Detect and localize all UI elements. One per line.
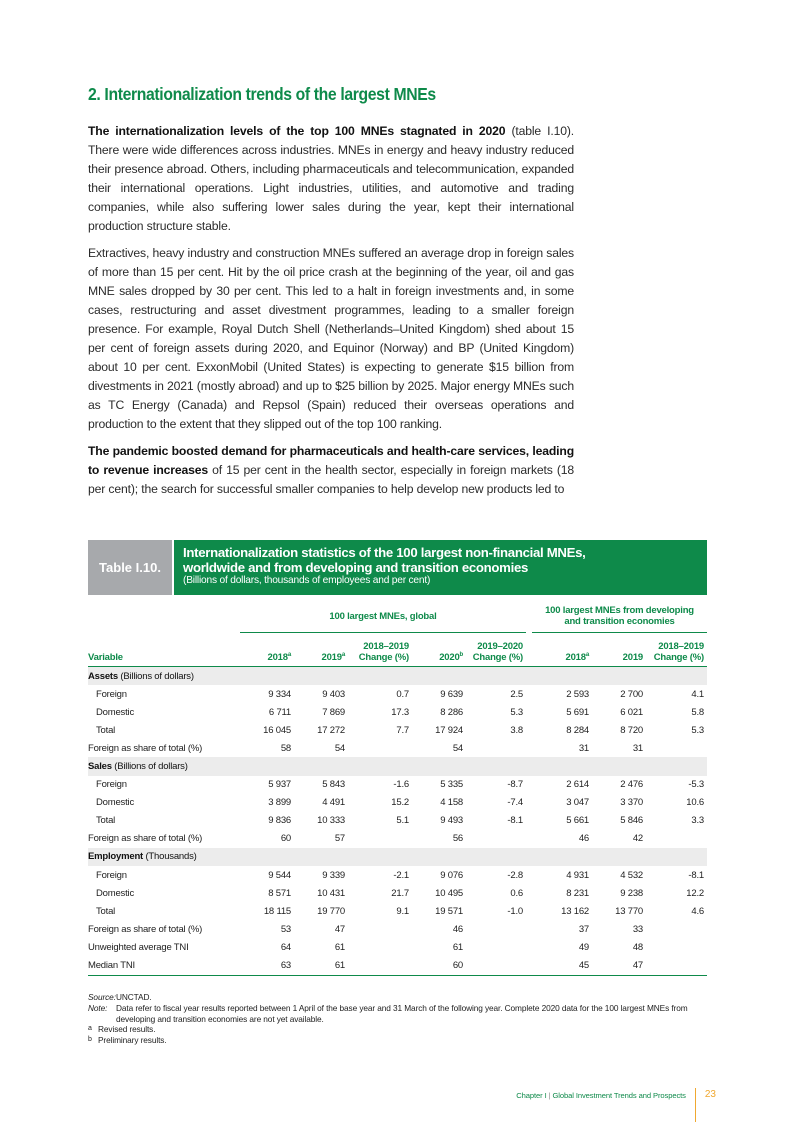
paragraph-1-body: (table I.10). There were wide differences across industries. MNEs in energy and heavy industry reduced their presence abroad. Others, including pharmaceuticals and telecommunication, expanded their international operations. Light industries, utilities, and automotive and trading companies, while also suffering lower sales during the year, kept their international production structure stable. <box>88 124 574 233</box>
body-text <box>88 122 574 507</box>
group-developing <box>532 600 707 633</box>
group-developing-line-2: and transition economies <box>564 616 675 627</box>
table-row: Foreign as share of total (%) 53 47 46 37 33 <box>88 923 643 935</box>
statistics-table <box>88 600 707 976</box>
note-general: Note: Data refer to fiscal year results reported between 1 April of the base year and 31 March of the following year. Complete 2020 data for the 100 largest MNEs from developing and transition economies are not yet available. <box>88 1002 688 1024</box>
table-title-box <box>172 540 707 595</box>
col-2018: 2018$^a$ <box>240 633 294 667</box>
category-sales: Sales (Billions of dollars) <box>88 757 707 775</box>
footer-divider <box>695 1088 696 1122</box>
column-header-row <box>88 633 707 667</box>
page-number: 23 <box>704 1089 716 1100</box>
col-change-2019-2020: 2019–2020 Change (%) <box>466 633 526 667</box>
footer-chapter: Chapter I | Global Investment Trends and Prospects <box>516 1091 686 1100</box>
col-dev-2018: 2018$^a$ <box>532 633 592 667</box>
table-subtitle: (Billions of dollars, thousands of employees and per cent) <box>183 575 431 586</box>
table-row: Domestic 3 899 4 491 15.2 4 158 -7.4 3 047 3 370 10.6 <box>96 797 704 809</box>
section-title: 2. Internationalization trends of the largest MNEs <box>88 84 436 104</box>
table-row: Total 9 836 10 333 5.1 9 493 -8.1 5 661 5 846 3.3 <box>96 815 704 827</box>
table-row: Total 16 045 17 272 7.7 17 924 3.8 8 284 8 720 5.3 <box>96 724 704 736</box>
table-label: Table I.10. <box>88 540 172 595</box>
page-footer <box>516 1088 716 1122</box>
col-dev-change: 2018–2019 Change (%) <box>646 633 707 667</box>
table-row: Domestic 8 571 10 431 21.7 10 495 0.6 8 231 9 238 12.2 <box>96 887 704 899</box>
group-header-row <box>88 600 707 633</box>
table-row: Median TNI 63 61 60 45 47 <box>88 957 707 976</box>
col-dev-2019: 2019 <box>592 633 646 667</box>
table-row: Foreign 9 334 9 403 0.7 9 639 2.5 2 593 2 700 4.1 <box>96 688 704 700</box>
group-developing-line-1: 100 largest MNEs from developing <box>545 605 694 616</box>
table-row: Unweighted average TNI 64 61 61 49 48 <box>88 941 643 953</box>
category-employment: Employment (Thousands) <box>88 848 707 866</box>
table-header <box>88 540 707 595</box>
note-b: b Preliminary results. <box>88 1035 167 1046</box>
paragraph-3-lead: The pandemic boosted demand for pharmaceuticals and health-care services, leading to revenue increases <box>88 444 574 477</box>
table-row: Total 18 115 19 770 9.1 19 571 -1.0 13 162 13 770 4.6 <box>96 905 704 917</box>
col-change-2018-2019: 2018–2019 Change (%) <box>348 633 412 667</box>
table-notes <box>88 992 707 1046</box>
paragraph-3-body: of 15 per cent in the health sector, especially in foreign markets (18 per cent); the search for successful smaller companies to help develop new products led to <box>88 463 574 496</box>
note-source: Source: UNCTAD. <box>88 992 152 1002</box>
category-assets: Assets (Billions of dollars) <box>88 667 707 686</box>
paragraph-3 <box>88 442 574 499</box>
table-row: Foreign as share of total (%) 60 57 56 46 42 <box>88 833 643 845</box>
table-title-line-1: Internationalization statistics of the 100 largest non-financial MNEs, <box>183 545 586 560</box>
paragraph-1 <box>88 122 574 236</box>
paragraph-1-lead: The internationalization levels of the top 100 MNEs stagnated in 2020 <box>88 124 506 138</box>
table-row: Foreign 5 937 5 843 -1.6 5 335 -8.7 2 614 2 476 -5.3 <box>96 779 704 791</box>
table-row: Domestic 6 711 7 869 17.3 8 286 5.3 5 691 6 021 5.8 <box>96 706 704 718</box>
col-variable: Variable <box>88 633 240 667</box>
col-2020: 2020$^b$ <box>412 633 466 667</box>
paragraph-2: Extractives, heavy industry and construction MNEs suffered an average drop in foreign sales of more than 15 per cent. Hit by the oil price crash at the beginning of the year, oil and gas MNE sales dropped by 30 per cent. This led to a halt in foreign investments and, in some cases, restructuring and asset divestment programmes, leading to a smaller foreign presence. For example, Royal Dutch Shell (Netherlands–United Kingdom) shed about 15 per cent of foreign assets during 2020, and Equinor (Norway) and BP (United Kingdom) about 10 per cent. ExxonMobil (United States) is expecting to generate $15 billion from divestments in 2021 (mostly abroad) and up to $25 billion by 2025. Major energy MNEs such as TC Energy (Canada) and Repsol (Spain) reduced their overseas operations and production to the extent that they slipped out of the top 100 ranking. <box>88 246 574 431</box>
group-global: 100 largest MNEs, global <box>329 610 437 622</box>
table-title-line-2: worldwide and from developing and transition economies <box>183 560 529 575</box>
col-2019: 2019$^a$ <box>294 633 348 667</box>
table-row: Foreign 9 544 9 339 -2.1 9 076 -2.8 4 931 4 532 -8.1 <box>96 869 704 881</box>
table-row: Foreign as share of total (%) 58 54 54 31 31 <box>88 742 643 754</box>
note-a: a Revised results. <box>88 1024 156 1035</box>
